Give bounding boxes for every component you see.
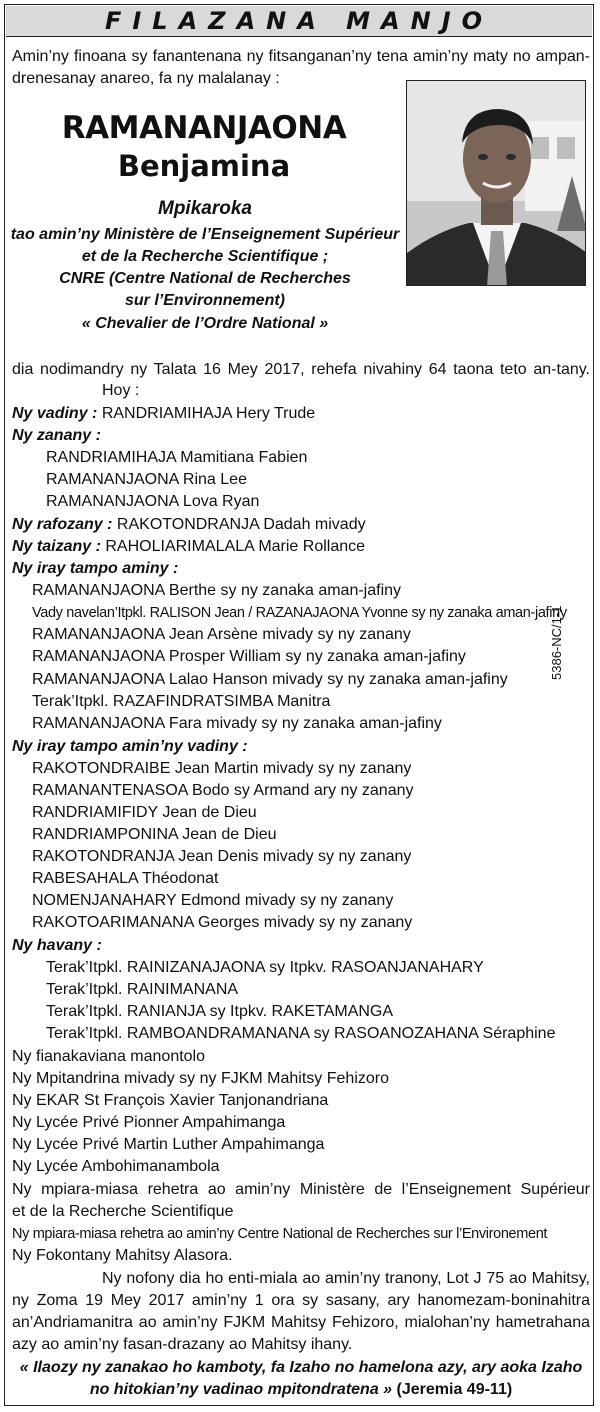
spouse-sibling-2: RANDRIAMIFIDY Jean de Dieu — [32, 804, 257, 821]
in-law-label: Ny taizany : — [12, 538, 101, 555]
deceased-title-5: « Chevalier de l’Ordre National » — [81, 315, 329, 332]
funeral-line-4: azy ao amin’ny fasan-drazany ao Mahitsy ihany. — [12, 1336, 353, 1353]
in-law-row — [12, 536, 365, 558]
intro-line-2: drenesanay anareo, fa ny malalanay : — [12, 70, 280, 87]
spouse-siblings-label: Ny iray tampo amin’ny vadiny : — [12, 738, 248, 755]
sibling-0: RAMANANJAONA Berthe sy ny zanaka aman-jafiny — [32, 582, 402, 599]
other-0: Ny fianakaviana manontolo — [12, 1048, 206, 1065]
spouse-sibling-1: RAMANANTENASOA Bodo sy Armand ary ny zanany — [32, 782, 414, 799]
spouse-sibling-6: NOMENJANAHARY Edmond mivady sy ny zanany — [32, 892, 394, 909]
sibling-4: RAMANANJAONA Lalao Hanson mivady sy ny zanaka aman-jafiny — [32, 671, 508, 688]
spouse-label: Ny vadiny : — [12, 405, 98, 422]
relative-2: Terak’Itpkl. RANIANJA sy Itpkv. RAKETAMANGA — [46, 1003, 394, 1020]
sibling-2: RAMANANJAONA Jean Arsène mivady sy ny zanany — [32, 626, 411, 643]
deceased-title-4: sur l’Environnement) — [124, 292, 286, 309]
children-label: Ny zanany : — [12, 427, 101, 444]
ministry-line-1: Ny mpiara-miasa rehetra ao amin’ny Ministère de l’Enseignement Supérieur — [12, 1181, 590, 1198]
verse-line-2-row — [12, 1379, 590, 1401]
other-2: Ny EKAR St François Xavier Tanjonandriana — [12, 1092, 329, 1109]
daughter-in-law-name: RAKOTONDRANJA Dadah mivady — [116, 516, 366, 533]
spouse-row — [12, 403, 315, 425]
deceased-title-3: CNRE (Centre National de Recherches — [59, 270, 351, 287]
sibling-5: Terak’Itpkl. RAZAFINDRATSIMBA Manitra — [32, 693, 331, 710]
sibling-6: RAMANANJAONA Fara mivady sy ny zanaka aman-jafiny — [32, 715, 442, 732]
deceased-title-0: Mpikaroka — [158, 198, 252, 219]
siblings-label: Ny iray tampo aminy : — [12, 560, 179, 577]
spouse-sibling-7: RAKOTOARIMANANA Georges mivady sy ny zanany — [32, 914, 413, 931]
hoy-label: Hoy : — [102, 382, 140, 399]
relative-1: Terak’Itpkl. RAINIMANANA — [46, 981, 239, 998]
verse-reference: (Jeremia 49-11) — [396, 1381, 513, 1398]
sibling-1: Vady navelan’Itpkl. RALISON Jean / RAZANAJAONA Yvonne sy ny zanaka aman-jafiny — [32, 605, 567, 621]
death-notice-line: dia nodimandry ny Talata 16 Mey 2017, rehefa nivahiny 64 taona teto an-tany. — [12, 361, 590, 378]
notice-title: FILAZANA MANJO — [104, 7, 494, 35]
ministry-line-2: et de la Recherche Scientifique — [12, 1203, 234, 1220]
in-law-name: RAHOLIARIMALALA Marie Rollance — [105, 538, 366, 555]
spouse-sibling-4: RAKOTONDRANJA Jean Denis mivady sy ny zanany — [32, 848, 412, 865]
cnre-colleagues: Ny mpiara-miasa rehetra ao amin’ny Centre National de Recherches sur l’Environement — [12, 1226, 548, 1242]
verse-line-2: no hitokian’ny vadinao mpitondratena » — [89, 1381, 393, 1398]
child-1: RAMANANJAONA Rina Lee — [46, 471, 247, 488]
deceased-first-name: Benjamina — [117, 149, 291, 183]
relatives-label: Ny havany : — [12, 937, 102, 954]
child-0: RANDRIAMIHAJA Mamitiana Fabien — [46, 449, 308, 466]
other-1: Ny Mpitandrina mivady sy ny FJKM Mahitsy Fehizoro — [12, 1070, 389, 1087]
intro-line-1: Amin’ny finoana sy fanantenana ny fitsanganan’ny tena amin’ny maty no ampan- — [12, 48, 590, 65]
spouse-name: RANDRIAMIHAJA Hery Trude — [101, 405, 316, 422]
other-5: Ny Lycée Ambohimanambola — [12, 1158, 220, 1175]
relative-3: Terak’Itpkl. RAMBOANDRAMANANA sy RASOANOZAHANA Séraphine — [46, 1025, 556, 1042]
spouse-sibling-0: RAKOTONDRAIBE Jean Martin mivady sy ny zanany — [32, 760, 412, 777]
child-2: RAMANANJAONA Lova Ryan — [46, 493, 260, 510]
fokontany: Ny Fokontany Mahitsy Alasora. — [12, 1247, 233, 1264]
deceased-title-1: tao amin’ny Ministère de l’Enseignement Supérieur — [10, 226, 400, 243]
daughter-in-law-label: Ny rafozany : — [12, 516, 113, 533]
spouse-sibling-3: RANDRIAMPONINA Jean de Dieu — [32, 826, 277, 843]
sibling-3: RAMANANJAONA Prosper William sy ny zanaka aman-jafiny — [32, 648, 466, 665]
notice-header — [6, 6, 592, 37]
ad-reference: 5386-NC/1-1 — [549, 605, 564, 680]
deceased-surname: RAMANANJAONA — [61, 110, 347, 146]
spouse-sibling-5: RABESAHALA Théodonat — [32, 870, 219, 887]
portrait-photo-icon — [407, 81, 586, 286]
funeral-line-2: ny Zoma 19 Mey 2017 amin’ny 1 ora sy sasany, ary hanomezam-boninahitra — [12, 1292, 590, 1309]
funeral-line-3: an’Andriamanitra ao amin’ny FJKM Mahitsy Fehizoro, mialohan’ny hametrahana — [12, 1314, 590, 1331]
other-3: Ny Lycée Privé Pionner Ampahimanga — [12, 1114, 286, 1131]
funeral-line-1: Ny nofony dia ho enti-miala ao amin’ny tranony, Lot J 75 ao Mahitsy, — [102, 1270, 590, 1287]
portrait-photo — [406, 80, 586, 286]
deceased-title-2: et de la Recherche Scientifique ; — [81, 248, 329, 265]
daughter-in-law-row — [12, 514, 366, 536]
other-4: Ny Lycée Privé Martin Luther Ampahimanga — [12, 1136, 325, 1153]
relative-0: Terak’Itpkl. RAINIZANAJAONA sy Itpkv. RASOANJANAHARY — [46, 959, 484, 976]
verse-line-1: « Ilaozy ny zanakao ho kamboty, fa Izaho no hamelona azy, ary aoka Izaho — [19, 1359, 583, 1376]
